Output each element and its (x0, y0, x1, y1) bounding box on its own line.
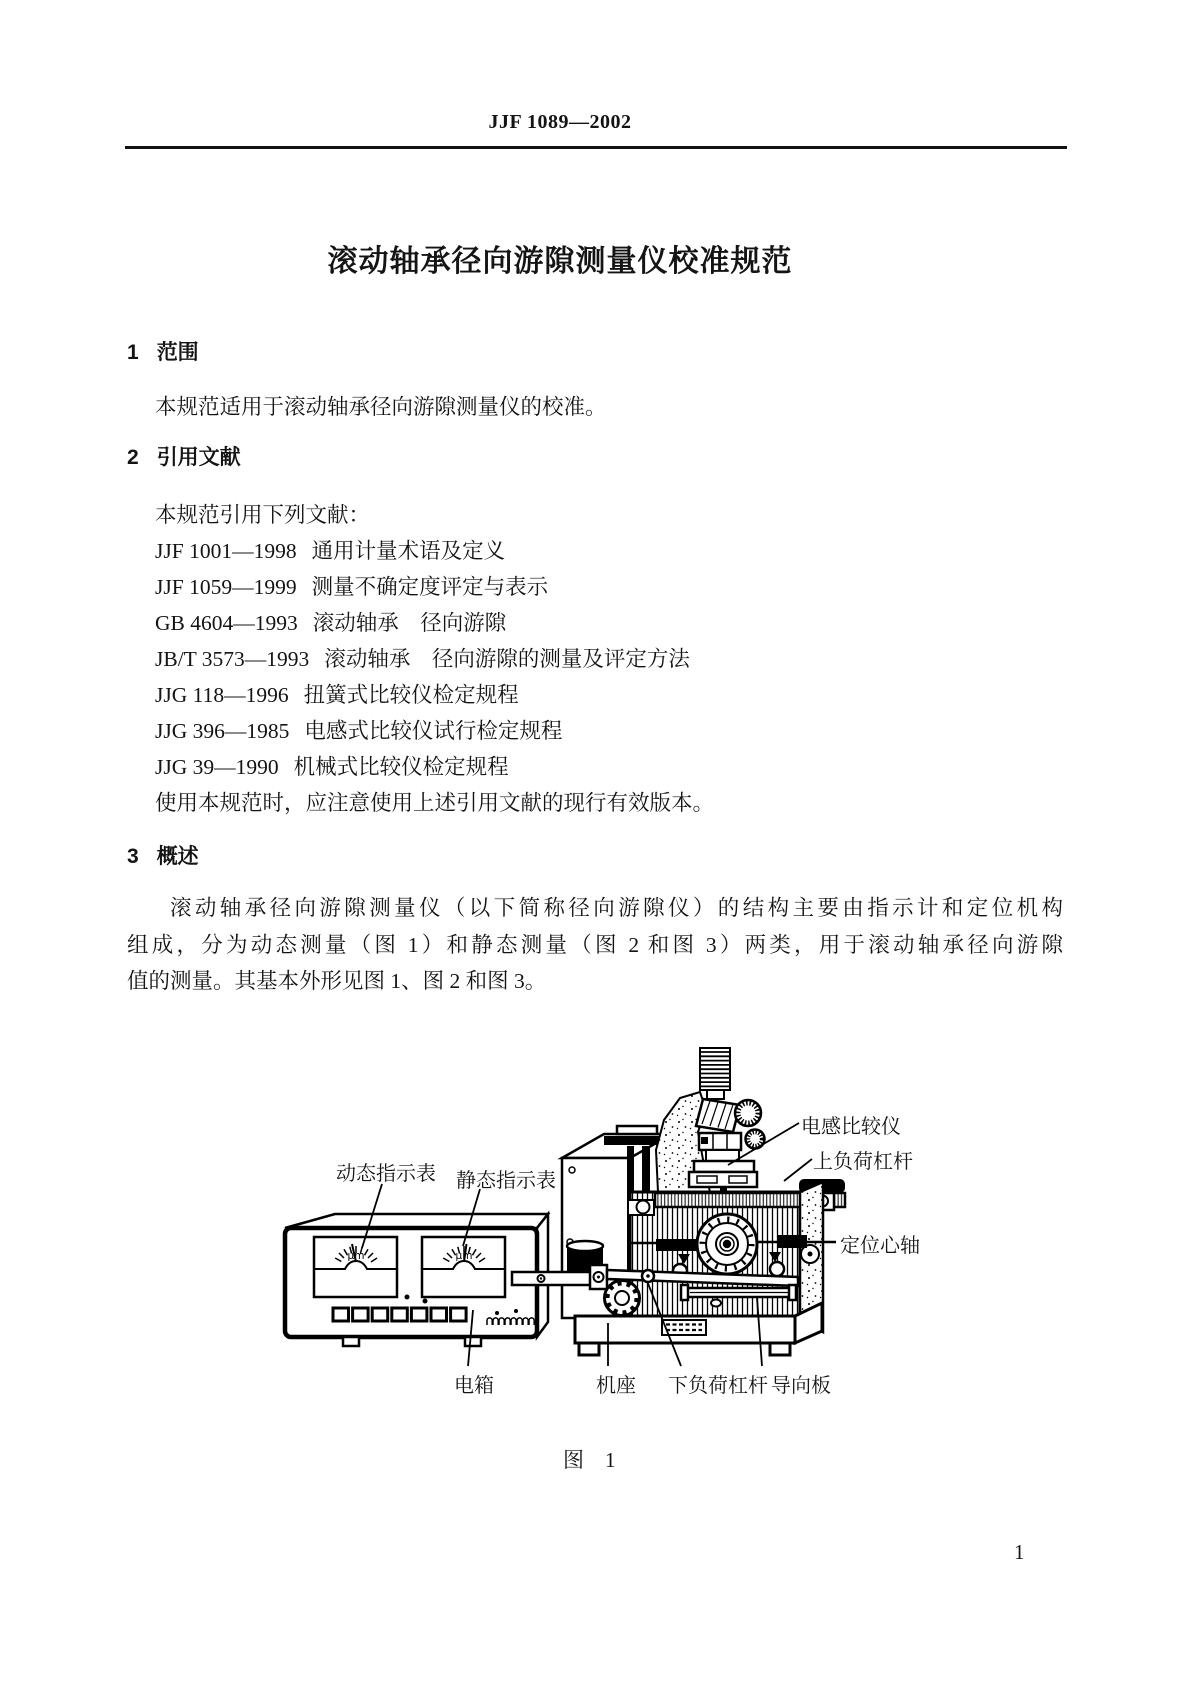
reference-item (155, 713, 714, 749)
reference-code: JJF 1001—1998 (155, 539, 297, 563)
standard-code: JJF 1089—2002 (488, 111, 632, 133)
meter-unit-label: μm (347, 1250, 365, 1262)
label-electrical-box: 电箱 (454, 1375, 494, 1397)
reference-item (155, 749, 714, 785)
paragraph-line: 组成，分为动态测量（图 1）和静态测量（图 2 和图 3）两类，用于滚动轴承径向游隙 (127, 932, 1063, 957)
references-intro: 本规范引用下列文献： (155, 503, 371, 527)
dynamic-meter-dial (314, 1237, 397, 1297)
reference-code: JJG 39—1990 (155, 755, 279, 779)
label-machine-base: 机座 (596, 1375, 636, 1397)
figure-caption: 图 1 (563, 1448, 616, 1472)
reference-title: 滚动轴承 径向游隙的测量及评定方法 (324, 647, 690, 671)
label-static-indicator: 静态指示表 (456, 1170, 556, 1192)
reference-item (155, 569, 714, 605)
overview-paragraph (127, 890, 1063, 1000)
reference-title: 滚动轴承 径向游隙 (312, 611, 507, 635)
reference-code: JJG 396—1985 (155, 719, 290, 743)
reference-title: 测量不确定度评定与表示 (311, 575, 549, 599)
section-heading-scope (127, 336, 199, 366)
reference-item (155, 641, 714, 677)
section-number: 1 (127, 341, 139, 364)
scope-body: 本规范适用于滚动轴承径向游隙测量仪的校准。 (155, 395, 607, 419)
meter-unit-label: μm (455, 1250, 473, 1262)
section-title: 概述 (156, 845, 199, 868)
section-heading-references (127, 441, 241, 471)
section-title: 范围 (156, 341, 199, 364)
reference-item (155, 533, 714, 569)
comparator-head (689, 1048, 765, 1196)
reference-title: 通用计量术语及定义 (311, 539, 506, 563)
figure-drawing (250, 1020, 910, 1400)
measuring-machine (512, 1048, 845, 1355)
reference-code: JJF 1059—1999 (155, 575, 297, 599)
document-title: 滚动轴承径向游隙测量仪校准规范 (327, 245, 793, 278)
section-heading-overview (127, 840, 199, 870)
paragraph-line: 值的测量。其基本外形见图 1、图 2 和图 3。 (127, 969, 547, 993)
label-dynamic-indicator: 动态指示表 (336, 1163, 436, 1185)
bearing-dial (697, 1214, 757, 1274)
reference-code: GB 4604—1993 (155, 611, 298, 635)
reference-item (155, 605, 714, 641)
reference-title: 机械式比较仪检定规程 (293, 755, 509, 779)
references-note: 使用本规范时，应注意使用上述引用文献的现行有效版本。 (155, 791, 715, 815)
label-positioning-mandrel: 定位心轴 (840, 1235, 920, 1257)
page-number: 1 (1014, 1540, 1025, 1564)
paragraph-line: 滚动轴承径向游隙测量仪（以下简称径向游隙仪）的结构主要由指示计和定位机构 (170, 896, 1063, 920)
reference-title: 电感式比较仪试行检定规程 (304, 719, 563, 743)
reference-title: 扭簧式比较仪检定规程 (303, 683, 519, 707)
box-buttons (333, 1308, 466, 1321)
reference-code: JB/T 3573—1993 (155, 647, 310, 671)
references-list (155, 497, 714, 821)
section-number: 2 (127, 446, 139, 469)
reference-item (155, 677, 714, 713)
header-rule (125, 146, 1067, 149)
label-inductive-comparator: 电感比较仪 (801, 1116, 901, 1138)
section-title: 引用文献 (156, 446, 241, 469)
label-lower-load-lever: 下负荷杠杆 (668, 1375, 768, 1397)
label-upper-load-lever: 上负荷杠杆 (813, 1151, 913, 1173)
label-guide-plate: 导向板 (771, 1375, 831, 1397)
electrical-box (285, 1214, 548, 1346)
section-number: 3 (127, 845, 139, 868)
hand-knob (605, 1281, 640, 1316)
reference-code: JJG 118—1996 (155, 683, 289, 707)
guide-plate-shape (681, 1285, 796, 1300)
